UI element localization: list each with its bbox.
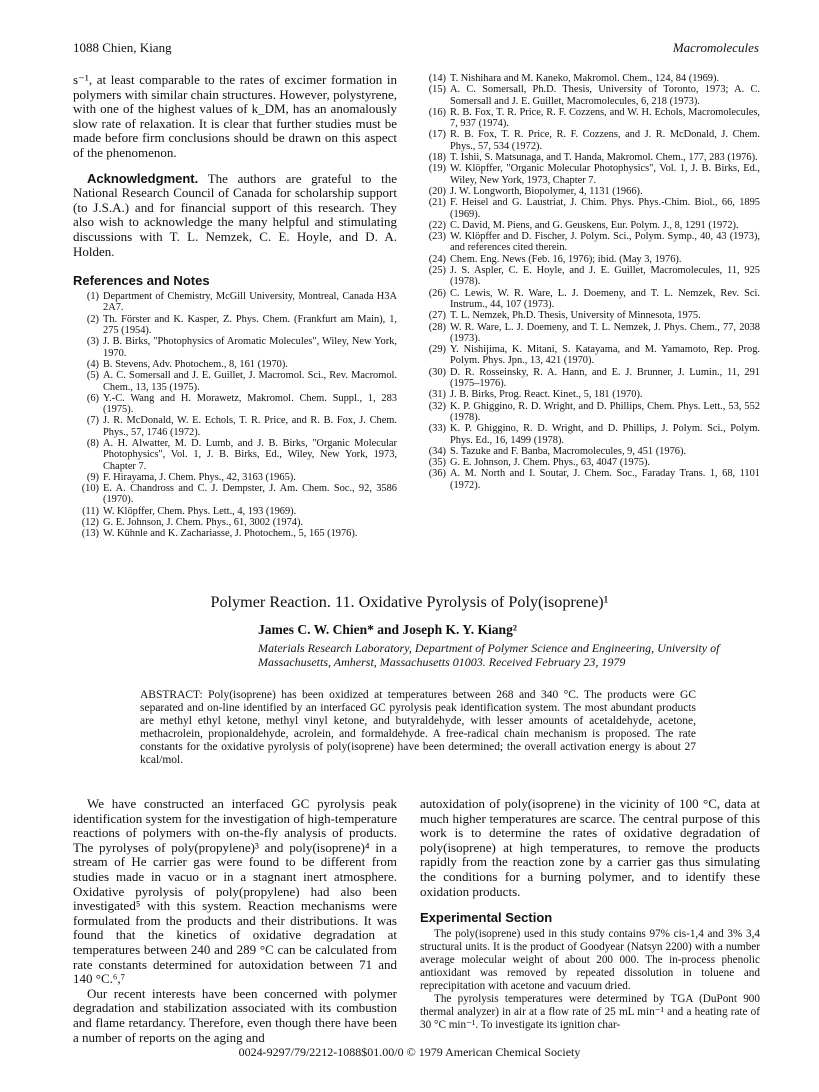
reference-number: (32) [428, 400, 446, 412]
reference-item [420, 73, 760, 84]
reference-number: (4) [86, 358, 99, 370]
reference-text: W. Klöpffer and D. Fischer, J. Polym. Sci., Polym. Symp., 40, 43 (1973), and references cited therein. [450, 231, 760, 254]
reference-text: W. R. Ware, L. J. Doemeny, and T. L. Nemzek, J. Phys. Chem., 77, 2038 (1973). [450, 321, 760, 344]
reference-item [73, 359, 397, 370]
reference-number: (27) [428, 310, 446, 322]
reference-text: G. E. Johnson, J. Chem. Phys., 63, 4047 (1975). [450, 457, 651, 469]
reference-item [420, 163, 760, 186]
body-paragraph: Our recent interests have been concerned with polymer degradation and stabilization associated with its combustion and flame retardancy. Therefore, even though there have been a number of reports on the aging and [73, 985, 397, 1045]
article-abstract: ABSTRACT: Poly(isoprene) has been oxidized at temperatures between 268 and 340 °C. The products were GC separated and on-line identified by an interfaced GC pyrolysis peak identification system. The most abundant products are methyl ethyl ketone, methyl vinyl ketone, and butyraldehyde, with lesser amounts of acetaldehyde, acetone, methacrolein, propionaldehyde, acrolein, and formaldehyde. A free-radical chain mechanism is proposed. The rate constants for the oxidative pyrolysis of poly(isoprene) have been determined; the overall activation energy is about 27 kcal/mol. [140, 689, 696, 766]
reference-text: F. Hirayama, J. Chem. Phys., 42, 3163 (1965). [103, 471, 296, 483]
reference-item [420, 423, 760, 446]
reference-number: (25) [428, 265, 446, 277]
reference-text: F. Heisel and G. Laustriat, J. Chim. Phys. Phys.-Chim. Biol., 66, 1895 (1969). [450, 197, 760, 220]
reference-text: J. R. McDonald, W. E. Echols, T. R. Price, and R. B. Fox, J. Chem. Phys., 57, 1746 (1972). [103, 415, 397, 438]
reference-text: D. R. Rosseinsky, R. A. Hann, and E. J. Brunner, J. Lumin., 11, 291 (1975–1976). [450, 366, 760, 390]
reference-number: (14) [428, 73, 446, 84]
reference-text: W. Kühnle and K. Zachariasse, J. Photochem., 5, 165 (1976). [103, 528, 358, 540]
article-title: Polymer Reaction. 11. Oxidative Pyrolysis of Poly(isoprene)¹ [210, 593, 609, 611]
article-authors: James C. W. Chien* and Joseph K. Y. Kiang² [258, 622, 517, 637]
reference-item [420, 186, 760, 197]
reference-item [420, 310, 760, 321]
reference-item [420, 107, 760, 130]
acknowledgment-text: The authors are grateful to the National Research Council of Canada for scholarship support (to J.S.A.) and for financial support of this research. They also wish to acknowledge the many helpful and stimulating discussions with T. L. Nemzek, C. E. Hoyle, and D. A. Holden. [73, 170, 397, 259]
reference-number: (29) [428, 344, 446, 356]
reference-number: (22) [428, 219, 446, 231]
reference-number: (35) [428, 457, 446, 469]
reference-item [420, 84, 760, 107]
reference-text: J. S. Aspler, C. E. Hoyle, and J. E. Guillet, Macromolecules, 11, 925 (1978). [450, 265, 760, 288]
reference-number: (16) [428, 106, 446, 118]
reference-text: J. B. Birks, "Photophysics of Aromatic Molecules", Wiley, New York, 1970. [103, 336, 397, 359]
reference-text: K. P. Ghiggino, R. D. Wright, and D. Phillips, J. Polym. Sci., Polym. Phys. Ed., 16, 1499 (1978). [450, 423, 760, 446]
reference-text: G. E. Johnson, J. Chem. Phys., 61, 3002 (1974). [103, 517, 304, 529]
reference-number: (18) [428, 152, 446, 164]
reference-item [420, 288, 760, 311]
reference-number: (24) [428, 253, 446, 265]
reference-text: A. C. Somersall and J. E. Guillet, J. Macromol. Sci., Rev. Macromol. Chem., 13, 135 (1975). [103, 370, 397, 393]
reference-number: (9) [86, 471, 99, 483]
reference-number: (13) [81, 528, 99, 540]
reference-text: J. B. Birks, Prog. React. Kinet., 5, 181 (1970). [450, 389, 643, 401]
reference-item [420, 197, 760, 220]
reference-number: (31) [428, 389, 446, 401]
reference-number: (34) [428, 445, 446, 457]
continued-paragraph: s⁻¹, at least comparable to the rates of excimer formation in polymers with similar chain structures. However, polystyrene, with one of the highest values of k_DM, has an anomalously slow rate of relaxation. It is clear that further studies must be made before firm conclusions should be drawn on this aspect of the phenomenon. [73, 72, 397, 160]
reference-number: (23) [428, 231, 446, 243]
reference-text: A. M. North and I. Soutar, J. Chem. Soc., Faraday Trans. 1, 68, 1101 (1972). [450, 468, 760, 491]
reference-number: (33) [428, 423, 446, 435]
reference-number: (19) [428, 163, 446, 175]
acknowledgment-label: Acknowledgment. [87, 170, 199, 186]
reference-text: C. Lewis, W. R. Ware, L. J. Doemeny, and T. L. Nemzek, Rev. Sci. Instrum., 44, 107 (1973). [450, 287, 760, 310]
reference-number: (2) [86, 313, 99, 325]
page-footer: 0024-9297/79/2212-1088$01.00/0 © 1979 American Chemical Society [238, 1045, 581, 1059]
reference-number: (28) [428, 321, 446, 333]
reference-item [73, 415, 397, 438]
body-right-column [420, 797, 760, 1031]
reference-item [73, 506, 397, 517]
reference-item [420, 220, 760, 231]
reference-text: C. David, M. Piens, and G. Geuskens, Eur. Polym. J., 8, 1291 (1972). [450, 219, 739, 231]
reference-text: Th. Förster and K. Kasper, Z. Phys. Chem. (Frankfurt am Main), 1, 275 (1954). [103, 313, 397, 337]
reference-text: A. C. Somersall, Ph.D. Thesis, University of Toronto, 1973; A. C. Somersall and J. E. Guillet, Macromolecules, 6, 218 (1973). [450, 84, 760, 107]
reference-text: B. Stevens, Adv. Photochem., 8, 161 (1970). [103, 358, 288, 370]
references-list-right [420, 73, 760, 491]
reference-item [73, 528, 397, 539]
references-list-left [73, 291, 397, 540]
reference-item [420, 129, 760, 152]
reference-number: (3) [86, 336, 99, 348]
reference-text: T. L. Nemzek, Ph.D. Thesis, University of Minnesota, 1975. [450, 310, 701, 322]
reference-number: (11) [82, 505, 99, 517]
reference-number: (20) [428, 185, 446, 197]
reference-item [73, 291, 397, 314]
reference-number: (15) [428, 84, 446, 96]
reference-number: (10) [81, 483, 99, 495]
reference-number: (12) [81, 517, 99, 529]
reference-item [420, 389, 760, 400]
body-paragraph: autoxidation of poly(isoprene) in the vicinity of 100 °C, data at much higher temperatures are scarce. The central purpose of this work is to determine the rates of oxidative degradation of poly(isoprene) at high temperatures, to remove the products rapidly from the reaction zone by a carrier gas thus simulating the conditions for a burning polymer, and to identify these oxidation products. [420, 796, 760, 899]
body-paragraph: We have constructed an interfaced GC pyrolysis peak identification system for the investigation of high-temperature reactions of polymers with on-the-fly analysis of products. The pyrolyses of poly(propylene)³ and poly(isoprene)⁴ in a stream of He carrier gas were found to be different from studies made in vacuo or in a stagnant inert atmosphere. Oxidative pyrolysis of poly(propylene) had also been investigated⁵ with this system. Reaction mechanisms were formulated from the products and their distributions. It was found that the kinetics of oxidative degradation at temperatures between 240 and 289 °C can be calculated from rate constants determined for autoxidation between 71 and 140 °C.⁶,⁷ [73, 796, 397, 987]
reference-item [420, 265, 760, 288]
reference-item [420, 254, 760, 265]
reference-number: (21) [428, 197, 446, 209]
reference-text: Chem. Eng. News (Feb. 16, 1976); ibid. (May 3, 1976). [450, 253, 682, 265]
experimental-paragraph: The pyrolysis temperatures were determined by TGA (DuPont 900 thermal analyzer) in air at a flow rate of 25 mL min⁻¹ and a heating rate of 30 °C min⁻¹. To investigate its ignition char- [420, 992, 760, 1031]
reference-item [420, 152, 760, 163]
reference-number: (5) [86, 370, 99, 382]
reference-text: K. P. Ghiggino, R. D. Wright, and D. Phillips, Chem. Phys. Lett., 53, 552 (1978). [450, 400, 760, 423]
reference-number: (7) [86, 415, 99, 427]
reference-item [73, 370, 397, 393]
reference-item [420, 322, 760, 345]
reference-number: (1) [86, 291, 99, 303]
article-affiliation: Materials Research Laboratory, Department of Polymer Science and Engineering, University of Massachusetts, Amherst, Massachusetts 01003. Received February 23, 1979 [258, 641, 720, 669]
reference-item [420, 367, 760, 390]
body-left-column [73, 797, 397, 1045]
reference-text: J. W. Longworth, Biopolymer, 4, 1131 (1966). [450, 185, 643, 197]
acknowledgment-paragraph [73, 172, 397, 260]
reference-text: Y.-C. Wang and H. Morawetz, Makromol. Chem. Suppl., 1, 283 (1975). [103, 392, 397, 416]
reference-item [73, 314, 397, 337]
reference-number: (6) [86, 392, 99, 404]
reference-item [73, 483, 397, 506]
reference-text: Department of Chemistry, McGill University, Montreal, Canada H3A 2A7. [103, 291, 397, 314]
reference-text: S. Tazuke and F. Banba, Macromolecules, 9, 451 (1976). [450, 445, 687, 457]
reference-text: A. H. Alwatter, M. D. Lumb, and J. B. Birks, "Organic Molecular Photophysics", Vol. 1, J. B. Birks, Ed., Wiley, New York, 1973, Chapter 7. [103, 437, 397, 472]
reference-text: W. Klöpffer, "Organic Molecular Photophysics", Vol. 1, J. B. Birks, Ed., Wiley, New York, 1973, Chapter 7. [450, 163, 760, 186]
experimental-heading: Experimental Section [420, 910, 553, 926]
left-column-top [73, 73, 397, 540]
reference-item [73, 438, 397, 472]
reference-item [420, 457, 760, 468]
reference-item [73, 517, 397, 528]
experimental-paragraph: The poly(isoprene) used in this study contains 97% cis-1,4 and 3% 3,4 structural units. It is the product of Goodyear (Natsyn 2200) with a number average molecular weight of about 200 000. The in-process phenolic antioxidant was removed by repeated dissolution in toluene and reprecipitation with acetone and vacuum dried. [420, 928, 760, 992]
reference-item [420, 231, 760, 254]
reference-text: T. Nishihara and M. Kaneko, Makromol. Chem., 124, 84 (1969). [450, 73, 720, 84]
reference-text: E. A. Chandross and C. J. Dempster, J. Am. Chem. Soc., 92, 3586 (1970). [103, 483, 397, 506]
reference-item [420, 344, 760, 367]
reference-text: T. Ishii, S. Matsunaga, and T. Handa, Makromol. Chem., 177, 283 (1976). [450, 152, 758, 164]
reference-item [73, 336, 397, 359]
reference-item [420, 468, 760, 491]
reference-item [73, 393, 397, 416]
running-header-page-author: 1088 Chien, Kiang [73, 40, 172, 55]
reference-text: Y. Nishijima, K. Mitani, S. Katayama, and M. Yamamoto, Rep. Prog. Polym. Phys. Jpn., 13, 421 (1970). [450, 344, 760, 367]
references-heading: References and Notes [73, 273, 210, 289]
reference-text: W. Klöpffer, Chem. Phys. Lett., 4, 193 (1969). [103, 505, 297, 517]
reference-text: R. B. Fox, T. R. Price, R. F. Cozzens, and W. H. Echols, Macromolecules, 7, 937 (1974). [450, 106, 760, 130]
reference-number: (36) [428, 468, 446, 480]
reference-item [420, 401, 760, 424]
reference-number: (17) [428, 129, 446, 141]
reference-number: (26) [428, 287, 446, 299]
running-header-journal: Macromolecules [672, 40, 759, 55]
reference-item [420, 446, 760, 457]
reference-text: R. B. Fox, T. R. Price, R. F. Cozzens, and J. R. McDonald, J. Chem. Phys., 57, 534 (1972). [450, 129, 760, 152]
reference-item [73, 472, 397, 483]
reference-number: (30) [428, 366, 446, 378]
right-column-top [420, 73, 760, 491]
reference-number: (8) [86, 437, 99, 449]
